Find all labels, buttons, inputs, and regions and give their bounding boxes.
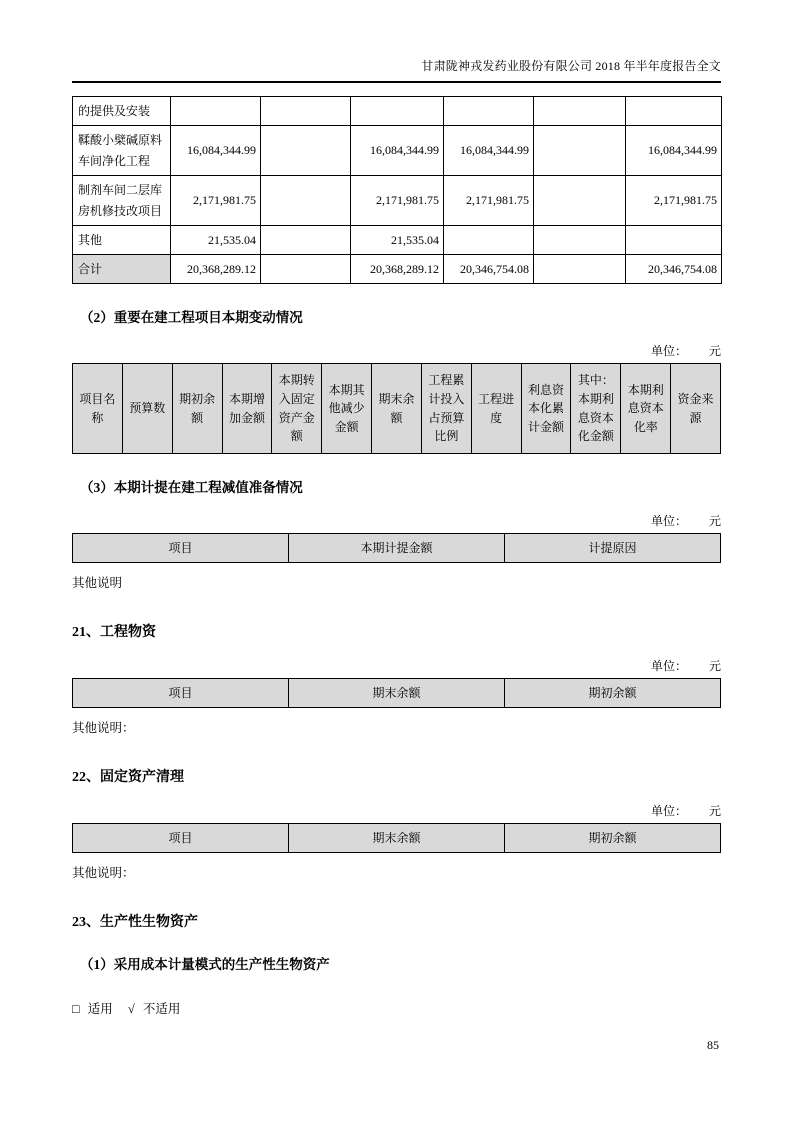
header-row xyxy=(73,824,721,853)
unit-prefix: 单位： xyxy=(650,804,687,818)
column-header: 期初余额 xyxy=(172,364,222,454)
amount-cell: 20,346,754.08 xyxy=(444,255,534,284)
column-header: 预算数 xyxy=(122,364,172,454)
section-heading-22: 22、固定资产清理 xyxy=(72,770,184,785)
amount-cell xyxy=(444,226,534,255)
table-row xyxy=(73,226,722,255)
amount-cell: 16,084,344.99 xyxy=(626,126,722,176)
column-header: 期初余额 xyxy=(505,679,721,708)
amount-cell xyxy=(261,126,351,176)
section-heading-3: （3）本期计提在建工程减值准备情况 xyxy=(80,480,303,495)
project-name-cell: 制剂车间二层库房机修技改项目 xyxy=(73,176,171,226)
column-header: 项目 xyxy=(73,824,289,853)
unit-prefix: 单位： xyxy=(650,659,687,673)
section-heading-2: （2）重要在建工程项目本期变动情况 xyxy=(80,310,303,325)
amount-cell xyxy=(534,226,626,255)
amount-cell: 20,346,754.08 xyxy=(626,255,722,284)
amount-cell: 2,171,981.75 xyxy=(351,176,444,226)
checkmark-icon: √ xyxy=(127,1002,135,1016)
column-header: 项目 xyxy=(73,679,289,708)
column-header: 项目 xyxy=(73,534,289,563)
amount-cell xyxy=(444,97,534,126)
column-header: 本期增加金额 xyxy=(222,364,272,454)
other-note: 其他说明： xyxy=(72,721,135,735)
amount-cell xyxy=(261,97,351,126)
unit-prefix: 单位： xyxy=(650,514,687,528)
amount-cell xyxy=(534,255,626,284)
column-header: 计提原因 xyxy=(505,534,721,563)
engineering-materials-table xyxy=(72,678,721,708)
amount-cell: 16,084,344.99 xyxy=(171,126,261,176)
amount-cell: 21,535.04 xyxy=(171,226,261,255)
table-row xyxy=(73,126,722,176)
other-note: 其他说明： xyxy=(72,866,135,880)
section-heading-23: 23、生产性生物资产 xyxy=(72,915,198,930)
amount-cell xyxy=(534,176,626,226)
amount-cell: 20,368,289.12 xyxy=(171,255,261,284)
amount-cell: 2,171,981.75 xyxy=(171,176,261,226)
amount-cell: 2,171,981.75 xyxy=(626,176,722,226)
important-projects-header-table xyxy=(72,363,721,454)
column-header: 期末余额 xyxy=(289,824,505,853)
column-header: 本期其他减少金额 xyxy=(322,364,372,454)
project-name-cell: 其他 xyxy=(73,226,171,255)
column-header: 本期转入固定资产金额 xyxy=(272,364,322,454)
amount-cell xyxy=(534,97,626,126)
amount-cell xyxy=(626,226,722,255)
amount-cell: 16,084,344.99 xyxy=(444,126,534,176)
page-content xyxy=(72,0,721,1017)
unit-currency: 元 xyxy=(708,659,721,673)
amount-cell: 16,084,344.99 xyxy=(351,126,444,176)
table-row xyxy=(73,97,722,126)
not-applicable-label: 不适用 xyxy=(142,1002,181,1016)
column-header: 本期利息资本化率 xyxy=(621,364,671,454)
other-note: 其他说明 xyxy=(72,576,123,590)
amount-cell: 21,535.04 xyxy=(351,226,444,255)
page-number: 85 xyxy=(707,1038,719,1052)
column-header: 工程累计投入占预算比例 xyxy=(421,364,471,454)
column-header: 期初余额 xyxy=(505,824,721,853)
column-header: 期末余额 xyxy=(289,679,505,708)
document-header xyxy=(72,0,721,83)
unit-label xyxy=(72,802,721,819)
impairment-provision-table xyxy=(72,533,721,563)
table-row xyxy=(73,176,722,226)
checkbox-unchecked-icon: □ xyxy=(72,1002,80,1016)
construction-in-progress-table xyxy=(72,96,722,284)
project-name-cell: 鞣酸小檗碱原料车间净化工程 xyxy=(73,126,171,176)
unit-prefix: 单位： xyxy=(650,344,687,358)
unit-currency: 元 xyxy=(708,344,721,358)
unit-label xyxy=(72,512,721,529)
header-row xyxy=(73,364,721,454)
amount-cell xyxy=(171,97,261,126)
header-row xyxy=(73,679,721,708)
column-header: 利息资本化累计金额 xyxy=(521,364,571,454)
amount-cell xyxy=(626,97,722,126)
applicable-label: 适用 xyxy=(87,1002,113,1016)
report-title: 甘肃陇神戎发药业股份有限公司 2018 年半年度报告全文 xyxy=(421,59,721,73)
unit-label xyxy=(72,342,721,359)
applicability-row xyxy=(72,999,721,1017)
section-heading-23-1: （1）采用成本计量模式的生产性生物资产 xyxy=(80,957,330,972)
column-header: 工程进度 xyxy=(471,364,521,454)
column-header: 资金来源 xyxy=(671,364,721,454)
amount-cell xyxy=(261,226,351,255)
fixed-assets-disposal-table xyxy=(72,823,721,853)
column-header: 本期计提金额 xyxy=(289,534,505,563)
column-header: 期末余额 xyxy=(372,364,422,454)
amount-cell xyxy=(261,176,351,226)
total-row xyxy=(73,255,722,284)
header-row xyxy=(73,534,721,563)
amount-cell: 20,368,289.12 xyxy=(351,255,444,284)
amount-cell xyxy=(261,255,351,284)
column-header: 项目名称 xyxy=(73,364,123,454)
unit-label xyxy=(72,657,721,674)
unit-currency: 元 xyxy=(708,514,721,528)
project-name-cell: 的提供及安装 xyxy=(73,97,171,126)
total-label-cell: 合计 xyxy=(73,255,171,284)
amount-cell xyxy=(534,126,626,176)
column-header: 其中：本期利息资本化金额 xyxy=(571,364,621,454)
unit-currency: 元 xyxy=(708,804,721,818)
amount-cell: 2,171,981.75 xyxy=(444,176,534,226)
section-heading-21: 21、工程物资 xyxy=(72,625,156,640)
amount-cell xyxy=(351,97,444,126)
